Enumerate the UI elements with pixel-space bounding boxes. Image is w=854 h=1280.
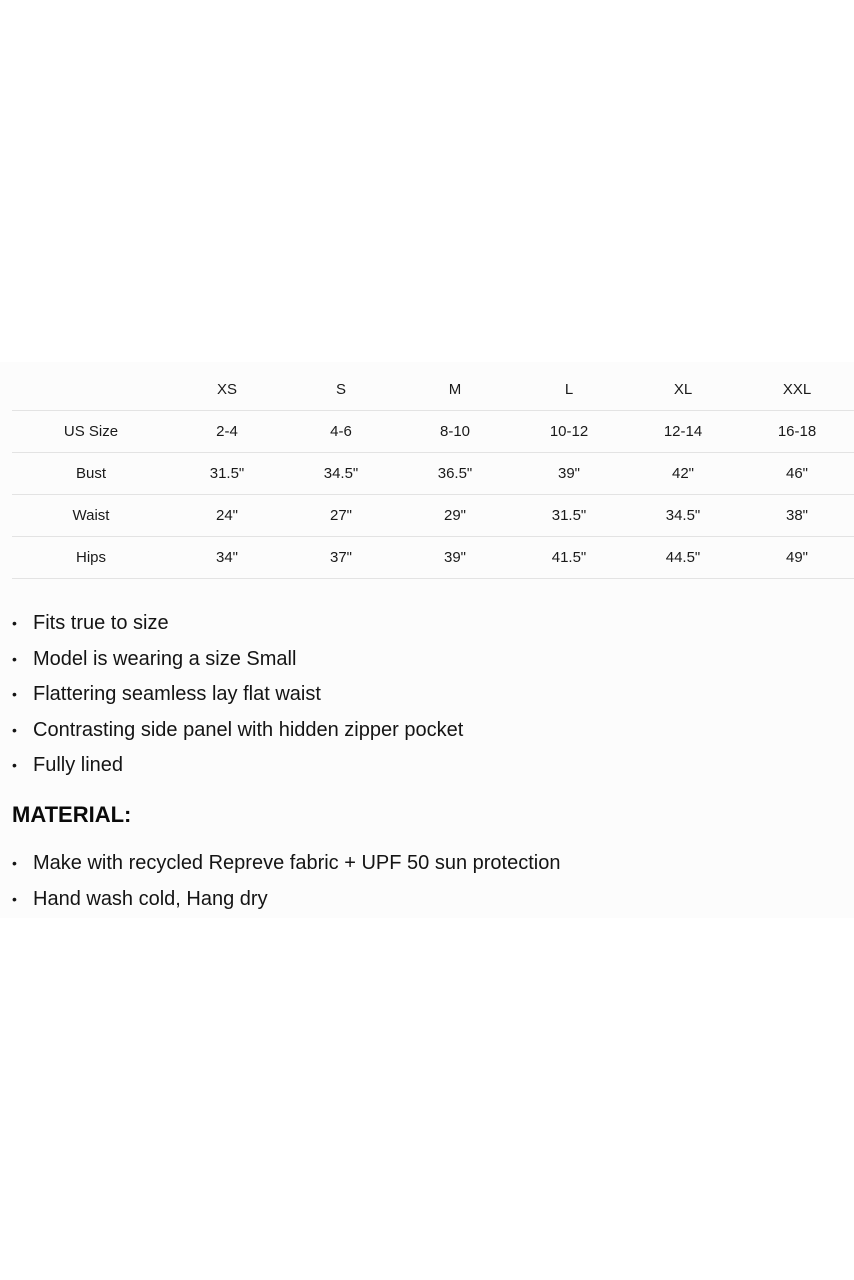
table-row — [12, 537, 854, 579]
table-cell: 44.5" — [626, 537, 740, 579]
table-cell: 38" — [740, 495, 854, 537]
table-cell: 39" — [512, 453, 626, 495]
bullet-icon: • — [12, 721, 17, 738]
size-chart-corner-cell — [12, 368, 170, 411]
row-label: US Size — [12, 411, 170, 453]
table-cell: 46" — [740, 453, 854, 495]
size-column-header: XS — [170, 368, 284, 411]
row-label: Waist — [12, 495, 170, 537]
table-cell: 37" — [284, 537, 398, 579]
table-cell: 24" — [170, 495, 284, 537]
size-column-header: XXL — [740, 368, 854, 411]
list-item — [12, 882, 560, 918]
list-item — [12, 606, 463, 642]
table-cell: 4-6 — [284, 411, 398, 453]
list-item-text: Hand wash cold, Hang dry — [33, 887, 268, 910]
size-column-header: XL — [626, 368, 740, 411]
table-cell: 31.5" — [170, 453, 284, 495]
table-cell: 39" — [398, 537, 512, 579]
list-item-text: Model is wearing a size Small — [33, 647, 297, 670]
bullet-icon: • — [12, 615, 17, 631]
list-item-text: Fits true to size — [33, 612, 169, 634]
bullet-icon: • — [12, 686, 17, 702]
table-cell: 12-14 — [626, 411, 740, 453]
table-cell: 34.5" — [626, 495, 740, 537]
table-cell: 34" — [170, 537, 284, 579]
table-row — [12, 453, 854, 495]
table-cell: 36.5" — [398, 453, 512, 495]
list-item — [12, 748, 463, 784]
list-item — [12, 642, 463, 678]
size-column-header: L — [512, 368, 626, 411]
row-label: Hips — [12, 537, 170, 579]
table-cell: 29" — [398, 495, 512, 537]
table-cell: 49" — [740, 537, 854, 579]
table-cell: 31.5" — [512, 495, 626, 537]
table-cell: 27" — [284, 495, 398, 537]
list-item — [12, 846, 560, 882]
size-chart-header-row — [12, 368, 854, 411]
list-item-text: Make with recycled Repreve fabric + UPF 50 sun protection — [33, 852, 561, 874]
list-item — [12, 677, 463, 713]
table-cell: 34.5" — [284, 453, 398, 495]
bullet-icon: • — [12, 757, 17, 773]
table-cell: 2-4 — [170, 411, 284, 453]
bullet-icon: • — [12, 855, 17, 871]
size-column-header: M — [398, 368, 512, 411]
table-row — [12, 411, 854, 453]
size-chart-table — [12, 368, 854, 579]
row-label: Bust — [12, 453, 170, 495]
material-heading: MATERIAL: — [12, 802, 132, 827]
table-row — [12, 495, 854, 537]
feature-list — [12, 606, 463, 784]
table-cell: 16-18 — [740, 411, 854, 453]
size-column-header: S — [284, 368, 398, 411]
table-cell: 42" — [626, 453, 740, 495]
list-item-text: Contrasting side panel with hidden zipper pocket — [33, 718, 464, 741]
table-cell: 8-10 — [398, 411, 512, 453]
bullet-icon: • — [12, 890, 17, 907]
material-list — [12, 846, 560, 917]
table-cell: 41.5" — [512, 537, 626, 579]
list-item-text: Fully lined — [33, 754, 124, 776]
list-item — [12, 713, 463, 749]
table-cell: 10-12 — [512, 411, 626, 453]
list-item-text: Flattering seamless lay flat waist — [33, 683, 321, 705]
bullet-icon: • — [12, 650, 17, 667]
